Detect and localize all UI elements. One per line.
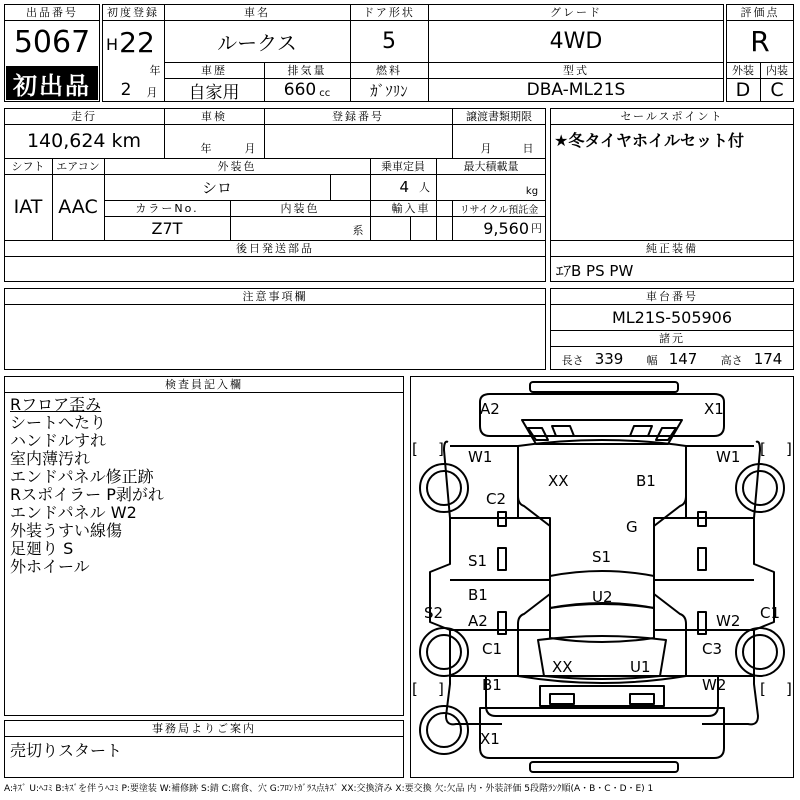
transfer-day-unit: 日 [522,142,534,155]
mark-c3: C3 [702,640,723,658]
genuine: ｴｱB PS PW [556,262,634,280]
mark-s2: S2 [424,604,444,622]
sales-point: ★冬タイヤホイルセット付 [554,131,745,150]
ext-score: D [735,79,751,101]
recycle [452,216,546,240]
mileage-value: 140,624 [26,130,106,152]
displacement [264,78,350,102]
legend: A:ｷｽﾞ U:ﾍｺﾐ B:ｷｽﾞを伴うﾍｺﾐ P:要塗装 W:補修跡 S:錆 C:腐食、穴 G:ﾌﾛﾝﾄｶﾞﾗｽ点ｷｽﾞ XX:交換済み X:要交換 欠:欠品 内・外装評価 5段階ﾗﾝｸ順(A・B・C・D・E) 1 [4,784,654,794]
mark-c1-right: C1 [760,604,781,622]
mark-s1-left: S1 [468,552,488,570]
inspector-line: ハンドルすれ [10,431,107,450]
aircon-label: エアコン [56,160,100,173]
office-text: 売切りスタート [10,741,123,760]
width: 147 [668,349,698,368]
inspector-line: Rスポイラー P剥がれ [10,485,164,504]
month-num: 2 [120,80,132,100]
int-score: C [770,79,784,101]
aircon: AAC [58,196,98,218]
interior-color-unit: 系 [352,224,364,237]
genuine-label: 純正装備 [646,242,698,255]
mark-c2: C2 [486,490,507,508]
mark-w1-left: W1 [468,448,493,466]
transfer-month-unit: 月 [480,142,492,155]
sales-label: セールスポイント [620,110,724,123]
exterior-color: シロ [201,178,232,197]
inspector-line: エンドパネル W2 [10,503,137,522]
score: R [750,24,770,58]
capacity [370,174,436,200]
grade: 4WD [549,28,603,54]
spec-label: 諸元 [659,332,685,345]
interior-color-label: 内装色 [280,202,320,215]
inspector-line: シートへたり [10,413,107,432]
shift: IAT [13,196,43,218]
history-label: 車歴 [201,64,227,77]
chassis: ML21S-505906 [611,307,733,327]
bracket: ] [438,440,444,458]
chassis-label: 車台番号 [646,290,698,303]
mileage-unit: km [111,130,142,152]
model-label: 型式 [563,64,589,77]
mileage [4,124,164,158]
name-label: 車名 [244,6,270,19]
length-label: 長さ [561,353,584,367]
fuel: ｶﾞｿﾘﾝ [370,81,408,100]
mark-xx-rear: XX [552,658,573,676]
colorno-label: カラーNo. [135,202,199,215]
length: 339 [594,349,624,368]
disp-label: 排気量 [287,64,327,77]
inspector-label: 検査員記入欄 [165,378,243,391]
history: 自家用 [188,82,240,102]
regno-label: 登録番号 [332,110,384,123]
first-reg-label: 初度登録 [107,6,159,19]
mark-w2-right: W2 [716,612,741,630]
import-label: 輸入車 [391,202,431,215]
load-unit: kg [525,185,539,197]
dims [550,346,794,370]
grade-label: グレード [550,6,602,19]
mark-s1-center: S1 [592,548,612,566]
inspector-line: 室内薄汚れ [10,449,91,468]
bracket: ] [438,680,444,698]
height: 174 [753,349,783,368]
car-diagram [410,376,794,778]
later-parts-label: 後日発送部品 [236,242,314,255]
load-label: 最大積載量 [463,160,519,173]
bracket: [ [760,680,766,698]
mark-b1-left: B1 [468,586,488,604]
year-unit: 年 [149,64,161,77]
int-label: 内装 [766,64,788,77]
inspector-notes [10,396,164,576]
capacity-unit: 人 [419,181,430,194]
disp-value: 660 [283,80,317,100]
disp-unit: cc [319,87,331,99]
bracket: ] [786,680,792,698]
bracket: [ [412,440,418,458]
capacity-label: 乗車定員 [381,160,425,173]
score-label: 評価点 [740,6,780,19]
recycle-value: 9,560 [483,218,529,238]
mark-a2-top: A2 [480,400,500,418]
office-label: 事務局よりご案内 [152,722,256,735]
mark-w1-right: W1 [716,448,741,466]
inspector-line: Rフロア歪み [10,395,102,414]
mark-u2: U2 [592,588,613,606]
recycle-label: リサイクル預託金 [459,204,539,216]
lot-number: 5067 [13,24,91,60]
ext-label: 外装 [732,64,754,77]
capacity-value: 4 [399,178,409,196]
bracket: ] [786,440,792,458]
doors: 5 [382,28,396,54]
inspector-line: 外ホイール [10,557,90,576]
mark-c1-left: C1 [482,640,503,658]
mark-b1-front: B1 [636,472,656,490]
colorno: Z7T [151,218,183,238]
mark-b1-rear: B1 [482,676,502,694]
shift-label: シフト [11,160,45,173]
mark-g: G [626,518,638,536]
insp-month-unit: 月 [244,142,256,155]
mark-x1-bottom: X1 [480,730,500,748]
bracket: [ [760,440,766,458]
mark-a2-left: A2 [468,612,488,630]
month-unit: 月 [146,86,158,99]
mark-xx-front: XX [548,472,569,490]
inspection-label: 車検 [201,110,227,123]
model: DBA-ML21S [526,80,626,100]
mileage-label: 走行 [71,110,97,123]
fuel-label: 燃料 [376,64,402,77]
era: H [105,34,119,54]
mark-x1-top: X1 [704,400,724,418]
caution-label: 注意事項欄 [242,290,308,303]
transfer-label: 譲渡書類期限 [466,110,532,123]
mark-u1: U1 [630,658,651,676]
first-listing-badge: 初出品 [6,66,98,100]
insp-year-unit: 年 [200,142,212,155]
lot-label: 出品番号 [26,6,78,19]
inspector-line: 足廻り S [10,539,74,558]
mark-w2-rear: W2 [702,676,727,694]
inspector-line: 外装うすい線傷 [10,521,123,540]
exterior-color-label: 外装色 [217,160,257,173]
width-label: 幅 [646,353,658,367]
year-num: 22 [119,25,155,59]
height-label: 高さ [720,353,743,367]
door-label: ドア形状 [363,6,415,19]
inspector-line: エンドパネル修正跡 [10,467,154,486]
recycle-unit: 円 [531,222,542,235]
car-name: ルークス [217,30,297,55]
bracket: [ [412,680,418,698]
